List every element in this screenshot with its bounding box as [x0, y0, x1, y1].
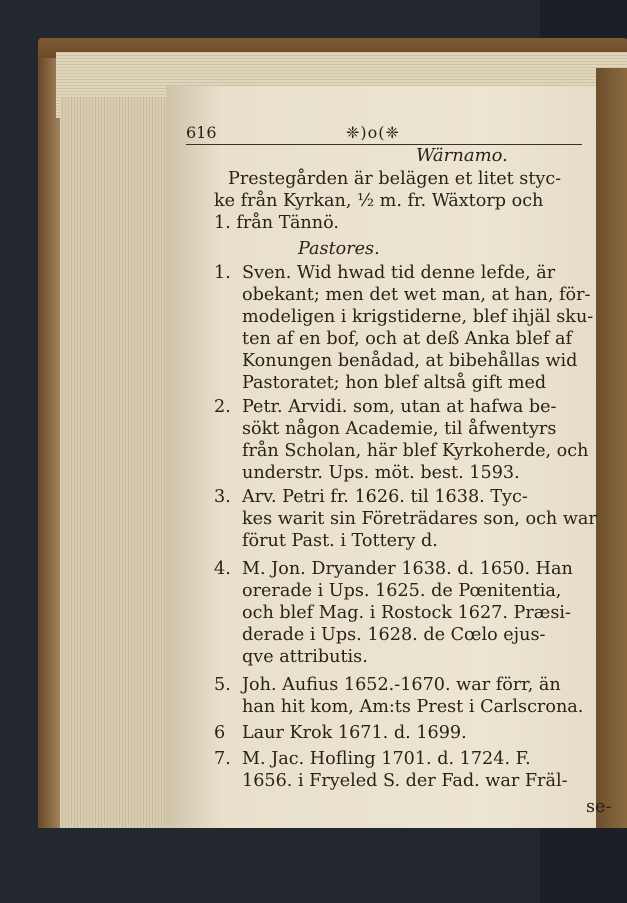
entry-line: qve attributis.	[242, 647, 368, 667]
header-ornament: ❈)o(❈	[346, 123, 400, 142]
intro-line: 1. från Tännö.	[214, 213, 339, 233]
entry-line: ten af en bof, och at deß Anka blef af	[242, 329, 572, 349]
entry-line: 1656. i Fryeled S. der Fad. war Fräl-	[242, 771, 568, 791]
entry-number: 1.	[214, 263, 231, 283]
entry-line: Arv. Petri fr. 1626. til 1638. Tyc-	[242, 487, 528, 507]
entry-line: orerade i Ups. 1625. de Pœnitentia,	[242, 581, 562, 601]
entry-number: 6	[214, 723, 226, 743]
entry-number: 3.	[214, 487, 231, 507]
entry-line: M. Jon. Dryander 1638. d. 1650. Han	[242, 559, 573, 579]
entry-line: Petr. Arvidi. som, utan at hafwa be-	[242, 397, 557, 417]
entry-line: derade i Ups. 1628. de Cœlo ejus-	[242, 625, 546, 645]
subheading: Pastores.	[298, 239, 380, 259]
entry-line: sökt någon Academie, til åfwentyrs	[242, 419, 557, 439]
entry-line: och blef Mag. i Rostock 1627. Præsi-	[242, 603, 571, 623]
entry-line: M. Jac. Hofling 1701. d. 1724. F.	[242, 749, 531, 769]
entry-line: från Scholan, här blef Kyrkoherde, och	[242, 441, 589, 461]
entry-line: modeligen i krigstiderne, blef ihjäl sku-	[242, 307, 594, 327]
entry-line: Konungen benådad, at bibehållas wid	[242, 351, 578, 371]
entry-number: 7.	[214, 749, 231, 769]
entry-number: 2.	[214, 397, 231, 417]
page-header	[186, 122, 606, 146]
catchword: se-	[586, 797, 612, 817]
entry-number: 5.	[214, 675, 231, 695]
section-heading: Wärnamo.	[416, 145, 508, 166]
intro-line: ke från Kyrkan, ½ m. fr. Wäxtorp och	[214, 191, 544, 211]
entry-line: han hit kom, Am:ts Prest i Carlscrona.	[242, 697, 584, 717]
entry-line: Pastoratet; hon blef altså gift med	[242, 373, 547, 393]
entry-line: obekant; men det wet man, at han, för-	[242, 285, 591, 305]
entry-line: Joh. Aufius 1652.-1670. war förr, än	[242, 675, 561, 695]
book-binding	[596, 68, 627, 828]
page-edge-left	[60, 98, 170, 828]
page-number: 616	[186, 123, 217, 142]
entry-line: understr. Ups. möt. best. 1593.	[242, 463, 520, 483]
entry-line: Laur Krok 1671. d. 1699.	[242, 723, 467, 743]
intro-line: Prestegården är belägen et litet styc-	[228, 169, 562, 189]
entry-number: 4.	[214, 559, 231, 579]
entry-line: Sven. Wid hwad tid denne lefde, är	[242, 263, 556, 283]
header-rule	[186, 144, 582, 145]
entry-line: kes warit sin Företrädares son, och war	[242, 509, 597, 529]
entry-line: förut Past. i Tottery d.	[242, 531, 438, 551]
